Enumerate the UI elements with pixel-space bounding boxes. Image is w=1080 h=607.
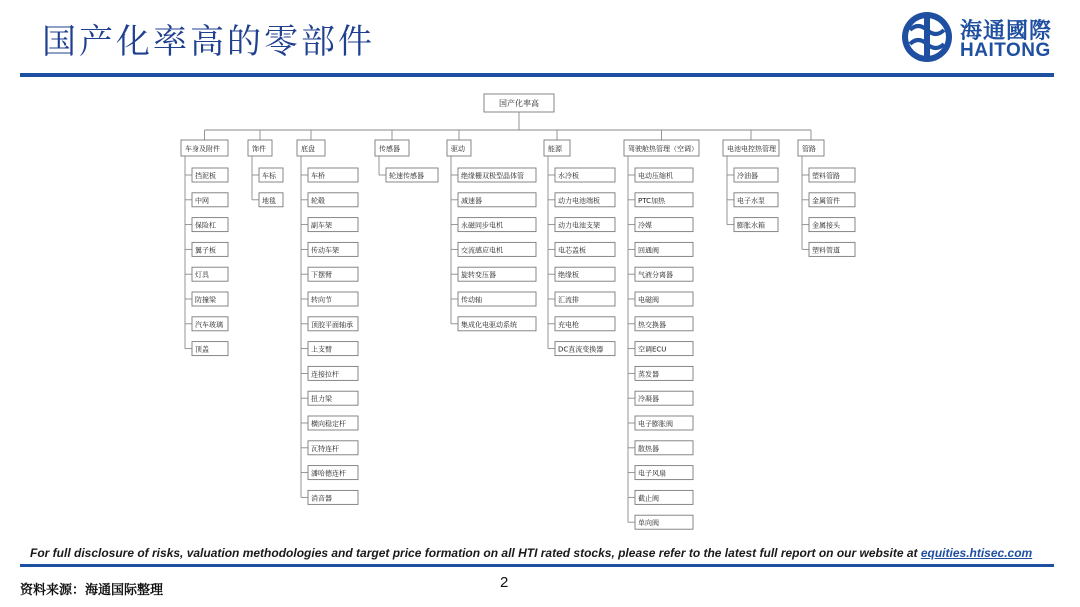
category-label: 电池电控热管理	[727, 145, 776, 153]
category-label: 驱动	[451, 145, 465, 153]
disclosure-text	[30, 546, 1032, 560]
root-label: 国产化率高	[499, 99, 539, 108]
item-label: 轮速传感器	[389, 172, 424, 180]
item-label: 电磁阀	[638, 296, 659, 304]
item-label: DC直流变换器	[558, 345, 604, 354]
item-node	[548, 317, 615, 331]
item-label: 传动车架	[311, 246, 339, 255]
item-node	[628, 292, 693, 306]
item-node	[301, 218, 358, 232]
item-label: 横向稳定杆	[311, 420, 346, 428]
item-node	[451, 193, 536, 207]
item-label: 散热器	[638, 444, 659, 453]
item-node	[628, 168, 693, 182]
item-label: 绝缘栅双极型晶体管	[461, 172, 524, 180]
item-label: 挡泥板	[195, 172, 216, 180]
item-node	[628, 267, 693, 281]
item-node	[252, 193, 283, 207]
page-number: 2	[500, 574, 509, 591]
item-node	[185, 168, 228, 182]
item-node	[301, 490, 358, 504]
disclosure-body: For full disclosure of risks, valuation methodologies and target price formation on all HTI rated stocks, please refer to the latest full report on our website at	[30, 546, 921, 560]
item-label: 蒸发器	[638, 370, 659, 379]
item-label: 截止阀	[638, 494, 659, 503]
footer-divider	[20, 564, 1054, 567]
item-node	[301, 168, 358, 182]
item-node	[802, 218, 855, 232]
category-group	[375, 130, 438, 182]
item-node	[628, 218, 693, 232]
item-label: 回通阀	[638, 246, 659, 255]
item-label: 空调ECU	[638, 345, 667, 354]
category-label: 驾驶舱热管理（空调）	[628, 145, 698, 153]
item-label: 冷凝器	[638, 395, 659, 404]
item-node	[451, 218, 536, 232]
item-node	[628, 193, 693, 207]
item-node	[301, 292, 358, 306]
item-node	[301, 193, 358, 207]
item-node	[185, 342, 228, 356]
item-label: 轮毂	[311, 196, 325, 205]
tree-root-node	[484, 94, 554, 112]
item-label: 膨胀水箱	[737, 221, 765, 230]
item-node	[628, 490, 693, 504]
item-node	[548, 242, 615, 256]
item-node	[727, 218, 778, 232]
item-label: 电动压缩机	[638, 172, 673, 180]
item-node	[379, 168, 438, 182]
category-label: 能源	[548, 145, 562, 153]
item-node	[802, 168, 855, 182]
category-label: 车身及附件	[185, 145, 220, 153]
item-label: 电子风扇	[638, 469, 666, 478]
item-label: 电子水泵	[737, 196, 765, 205]
item-label: 翼子板	[195, 246, 216, 255]
item-node	[185, 218, 228, 232]
item-node	[628, 366, 693, 380]
item-label: 减速器	[461, 196, 482, 205]
item-label: 副车架	[311, 221, 332, 230]
item-label: 上支臂	[311, 345, 332, 354]
item-node	[727, 168, 778, 182]
category-label: 管路	[802, 145, 816, 153]
item-label: 中网	[195, 196, 209, 205]
item-node	[185, 242, 228, 256]
item-node	[301, 391, 358, 405]
item-node	[548, 292, 615, 306]
item-node	[301, 242, 358, 256]
item-label: 水冷板	[558, 172, 579, 180]
item-label: 金属接头	[812, 221, 840, 230]
item-node	[628, 515, 693, 529]
item-node	[301, 267, 358, 281]
category-group	[798, 130, 855, 256]
item-node	[301, 416, 358, 430]
item-label: 塑料管路	[812, 172, 840, 180]
item-label: 电子膨胀阀	[638, 420, 673, 428]
item-label: PTC加热	[638, 196, 665, 205]
item-label: 防撞梁	[195, 296, 216, 304]
item-label: 金属管件	[812, 196, 840, 205]
item-node	[451, 317, 536, 331]
item-node	[185, 317, 228, 331]
item-label: 塑料管道	[812, 246, 840, 255]
item-label: 永磁同步电机	[461, 221, 503, 230]
item-node	[628, 416, 693, 430]
item-label: 顶胶平面轴承	[311, 320, 353, 329]
item-label: 动力电池支架	[558, 221, 600, 230]
category-group	[248, 130, 283, 207]
item-label: 扭力梁	[311, 395, 332, 404]
item-label: 连接拉杆	[311, 370, 339, 379]
item-node	[548, 267, 615, 281]
item-label: 热交换器	[638, 320, 666, 329]
item-label: 潘哈德连杆	[311, 469, 346, 478]
item-node	[185, 292, 228, 306]
item-node	[628, 317, 693, 331]
category-group	[447, 130, 536, 331]
item-node	[185, 267, 228, 281]
item-label: 下摆臂	[311, 271, 332, 280]
logo-chinese-text: 海通國際	[960, 19, 1053, 44]
item-node	[301, 317, 358, 331]
item-label: 灯具	[195, 271, 209, 280]
item-node	[628, 342, 693, 356]
item-node	[802, 242, 855, 256]
item-label: 转向节	[311, 296, 332, 304]
category-label: 底盘	[301, 145, 315, 153]
item-label: 充电枪	[558, 320, 579, 329]
category-group	[624, 130, 699, 529]
item-node	[451, 267, 536, 281]
item-label: 集成化电驱动系统	[461, 320, 517, 329]
item-label: 冷油器	[737, 172, 758, 180]
item-label: 单向阀	[638, 519, 659, 528]
item-node	[802, 193, 855, 207]
item-node	[301, 366, 358, 380]
item-node	[628, 242, 693, 256]
category-group	[723, 130, 779, 232]
item-label: 顶盖	[195, 345, 209, 354]
category-label: 饰件	[252, 145, 266, 153]
source-note: 资料来源：海通国际整理	[20, 583, 164, 598]
item-node	[185, 193, 228, 207]
item-node	[628, 441, 693, 455]
item-node	[451, 168, 536, 182]
item-label: 绝缘板	[558, 271, 579, 280]
item-node	[451, 242, 536, 256]
item-node	[548, 168, 615, 182]
category-label: 传感器	[379, 145, 400, 153]
item-node	[548, 342, 615, 356]
item-label: 动力电池端板	[558, 196, 600, 205]
item-node	[451, 292, 536, 306]
item-node	[548, 193, 615, 207]
item-label: 车桥	[311, 172, 325, 180]
equities-link[interactable]: equities.htisec.com	[920, 546, 1033, 560]
category-group	[297, 130, 358, 504]
item-label: 地毯	[262, 196, 276, 205]
item-label: 瓦特连杆	[311, 444, 339, 453]
item-label: 汽车玻璃	[195, 320, 223, 329]
category-group	[181, 130, 228, 356]
item-node	[301, 342, 358, 356]
item-node	[727, 193, 778, 207]
item-label: 交流感应电机	[461, 246, 503, 255]
item-label: 消音器	[311, 494, 332, 503]
item-label: 传动轴	[461, 296, 482, 304]
category-group	[544, 130, 615, 356]
item-label: 车标	[262, 172, 276, 180]
item-label: 汇流排	[558, 296, 579, 304]
item-node	[301, 441, 358, 455]
item-node	[628, 391, 693, 405]
item-label: 冷媒	[638, 221, 652, 230]
item-node	[252, 168, 283, 182]
item-node	[628, 466, 693, 480]
item-node	[301, 466, 358, 480]
item-label: 电芯盖板	[558, 246, 586, 255]
item-label: 气液分离器	[638, 271, 673, 280]
item-node	[548, 218, 615, 232]
item-label: 保险杠	[195, 221, 216, 230]
page-title: 国产化率高的零部件	[42, 22, 375, 62]
item-label: 旋转变压器	[461, 271, 496, 280]
logo-english-text: HAITONG	[960, 40, 1051, 61]
